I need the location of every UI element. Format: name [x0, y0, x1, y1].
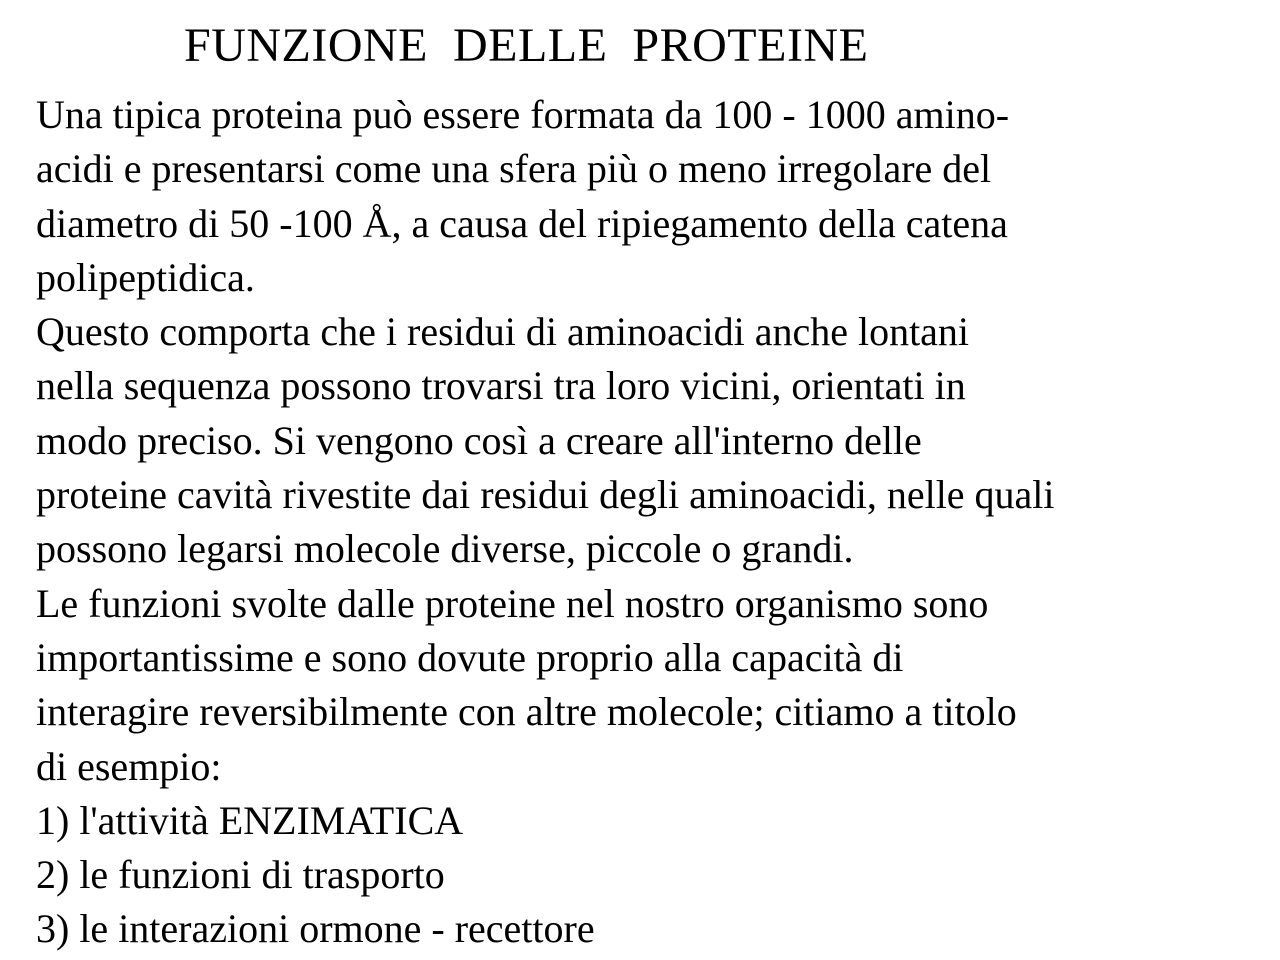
body-line-11: importantissime e sono dovute proprio alla capacità di [36, 634, 904, 680]
body-line-12: interagire reversibilmente con altre molecole; citiamo a titolo [36, 689, 1017, 735]
body-line-1: Una tipica proteina può essere formata da 100 - 1000 amino- [36, 92, 1010, 137]
list-item-enzymatic: 1) l'attività ENZIMATICA [36, 797, 464, 843]
list-item-hormone-receptor: 3) le interazioni ormone - recettore [36, 906, 595, 952]
slide-title: FUNZIONE DELLE PROTEINE [184, 19, 869, 72]
body-line-3: diametro di 50 -100 Å, a causa del ripiegamento della catena [36, 200, 1008, 246]
slide-body [36, 88, 1276, 957]
body-line-4: polipeptidica. [36, 254, 255, 300]
body-line-10: Le funzioni svolte dalle proteine nel nostro organismo sono [36, 580, 989, 626]
body-line-5: Questo comporta che i residui di aminoacidi anche lontani [36, 309, 970, 355]
body-line-8: proteine cavità rivestite dai residui degli aminoacidi, nelle quali [36, 472, 1055, 518]
body-line-6: nella sequenza possono trovarsi tra loro vicini, orientati in [36, 363, 966, 409]
body-line-13: di esempio: [36, 743, 222, 789]
body-line-2: acidi e presentarsi come una sfera più o meno irregolare del [36, 146, 992, 192]
body-line-9: possono legarsi molecole diverse, piccole o grandi. [36, 526, 854, 572]
body-line-7: modo preciso. Si vengono così a creare all'interno delle [36, 417, 922, 463]
list-item-transport: 2) le funzioni di trasporto [36, 852, 445, 898]
